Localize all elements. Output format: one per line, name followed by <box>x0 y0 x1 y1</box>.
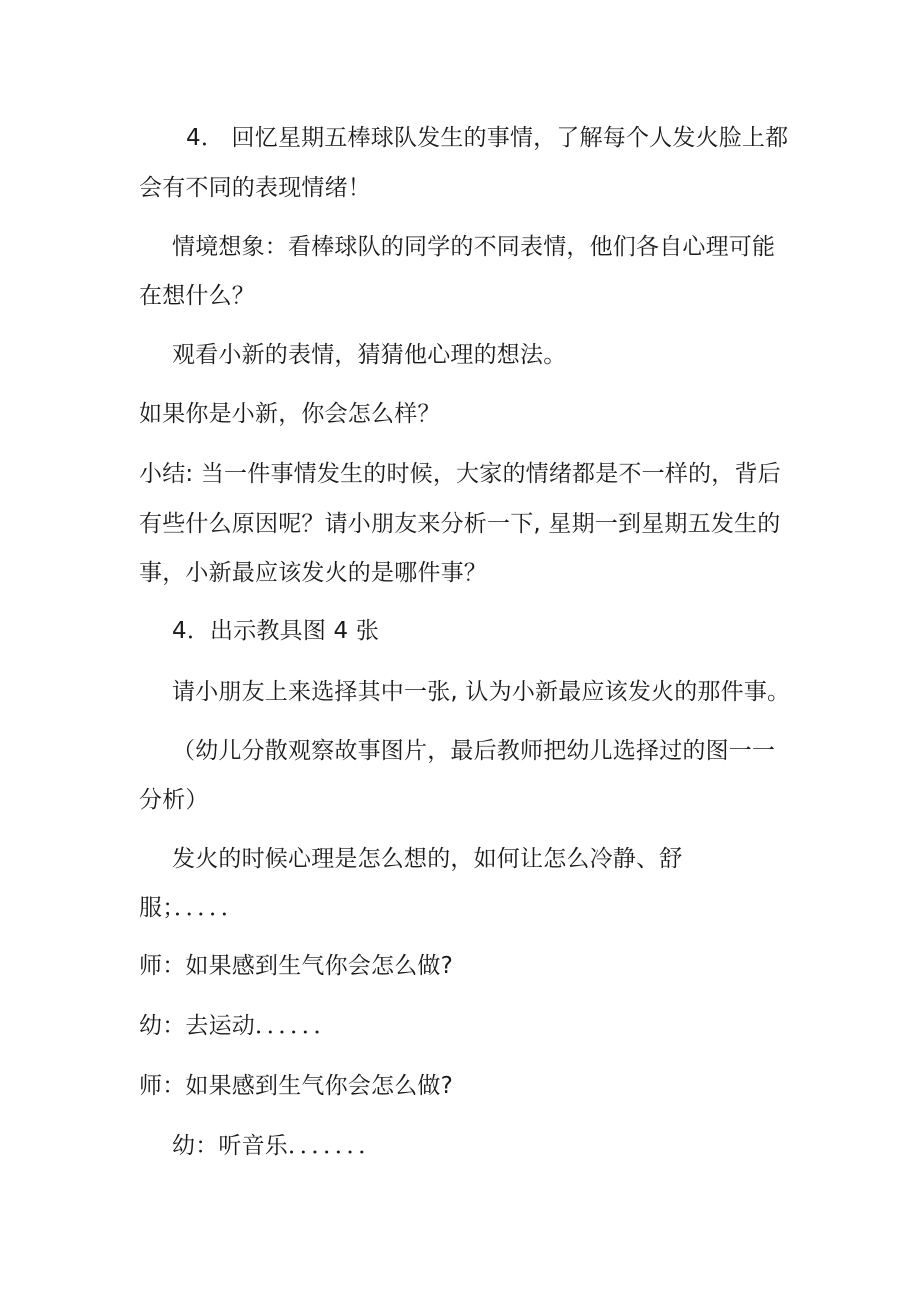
text-line-8: 有些什么原因呢？请小朋友来分析一下, 星期一到星期五发生的 <box>139 511 781 537</box>
text-line-9: 事，小新最应该发火的是哪件事？ <box>139 560 487 586</box>
text-line-15: 服；．．．．． <box>139 895 244 921</box>
text-line-2: 会有不同的表现情绪！ <box>139 175 371 201</box>
text-line-6: 如果你是小新，你会怎么样？ <box>139 401 441 427</box>
text-line-14: 发火的时候心理是怎么想的，如何让怎么冷静、舒 <box>172 846 683 872</box>
text-line-19: 幼：听音乐．．．．．．． <box>172 1133 382 1159</box>
text-line-18: 师：如果感到生气你会怎么做? <box>139 1073 454 1099</box>
text-line-5: 观看小新的表情，猜猜他心理的想法。 <box>172 342 567 368</box>
text-line-11: 请小朋友上来选择其中一张, 认为小新最应该发火的那件事。 <box>172 679 791 705</box>
text-line-4: 在想什么？ <box>139 283 255 309</box>
text-line-12: （幼儿分散观察故事图片，最后教师把幼儿选择过的图一一 <box>172 738 776 764</box>
text-line-1: 4． 回忆星期五棒球队发生的事情，了解每个人发火脸上都 <box>186 125 789 151</box>
text-line-16: 师：如果感到生气你会怎么做? <box>139 953 454 979</box>
text-line-3: 情境想象：看棒球队的同学的不同表情，他们各自心理可能 <box>172 234 776 260</box>
text-line-7: 小结: 当一件事情发生的时候，大家的情绪都是不一样的，背后 <box>139 461 781 487</box>
text-line-10: 4．出示教具图 4 张 <box>172 618 380 644</box>
text-line-13: 分析） <box>139 787 209 813</box>
text-line-17: 幼：去运动．．．．．． <box>139 1013 337 1039</box>
